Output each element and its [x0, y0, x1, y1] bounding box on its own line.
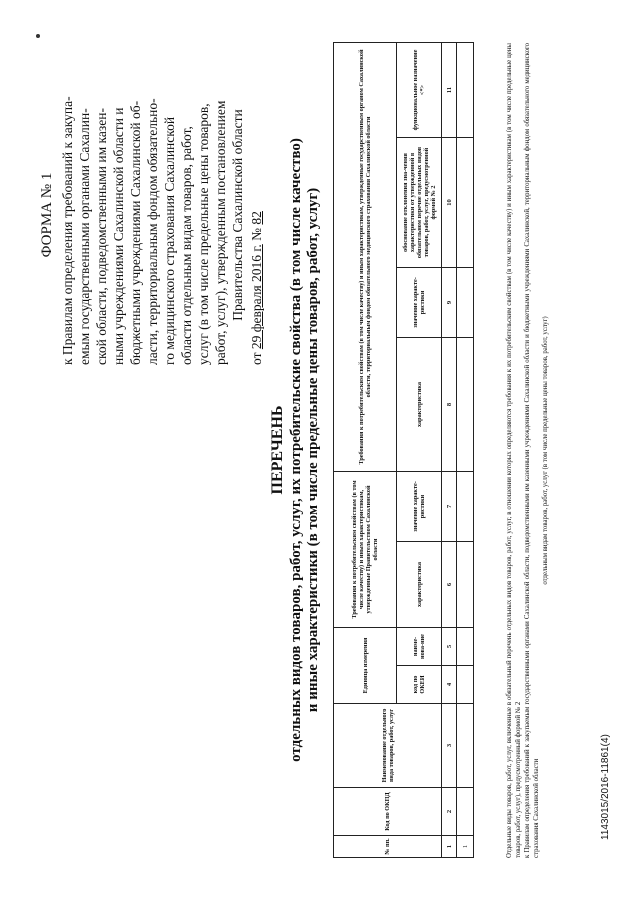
footnote	[505, 43, 550, 858]
form-line: ными учреждениями Сахалинской области и	[111, 107, 126, 365]
form-date	[248, 65, 265, 365]
header-row	[334, 42, 397, 857]
col-number: 11	[442, 42, 457, 137]
col-number: 3	[442, 704, 457, 788]
column-number-row	[442, 42, 457, 857]
sub-justify: обоснование отклонения зна-чения характеристики от утвержденной в обязательном перечне отдельных видов товаров, работ, услуг, предусмотренной формой № 2	[397, 137, 442, 267]
form-header	[39, 65, 265, 365]
header-unit: Единица измерения	[334, 628, 397, 704]
form-line: работ, услуг), утвержденным постановлением	[213, 100, 228, 365]
col-number: 2	[442, 788, 457, 836]
form-line: Правительства Сахалинской области	[230, 109, 245, 321]
table-cell	[457, 471, 474, 541]
form-line: области отдельным видам товаров, работ,	[179, 126, 194, 365]
document-title	[269, 30, 322, 870]
table-cell	[457, 337, 474, 471]
form-line: ской области, подведомственными им казен-	[94, 108, 109, 365]
col-number: 9	[442, 267, 457, 337]
col-number: 5	[442, 628, 457, 666]
form-line: го медицинского страхования Сахалинской	[162, 116, 177, 365]
form-title: ФОРМА № 1	[39, 172, 55, 258]
date-value: 29 февраля 2016 г.	[249, 244, 264, 350]
col-number: 7	[442, 471, 457, 541]
header-req-gov: Требования к потребительским свойствам (в том числе качеству) и иным характеристикам, утвержденные Правительством Сахалинской области	[334, 471, 397, 627]
sub-okei: код по ОКЕИ	[397, 666, 442, 704]
table-cell	[457, 628, 474, 666]
title-line-2: и иные характеристики (в том числе предельные цены товаров, работ, услуг)	[305, 187, 321, 713]
title-line-1: отдельных видов товаров, работ, услуг, их потребительские свойства (в том числе качество)	[288, 138, 304, 762]
table-cell	[457, 788, 474, 836]
title-heading: ПЕРЕЧЕНЬ	[269, 405, 286, 495]
header-name: Наименование отдельного вида товаров, работ, услуг	[334, 704, 442, 788]
table-cell	[457, 267, 474, 337]
form-line: бюджетными учреждениями Сахалинской об-	[128, 100, 143, 365]
col-number: 1	[442, 836, 457, 858]
form-line: емым государственными органами Сахалин-	[77, 108, 92, 365]
number-sign: №	[249, 227, 264, 241]
table-cell: 1	[457, 836, 474, 858]
date-prefix: от	[249, 352, 264, 365]
number-value: 82	[249, 211, 264, 225]
sub-val-2: значение характе-ристики	[397, 267, 442, 337]
form-line: к Правилам определения требований к закупа-	[60, 96, 75, 365]
registration-number: 1143015/2016-11861(4)	[600, 734, 611, 840]
table-cell	[457, 704, 474, 788]
table-cell	[457, 42, 474, 137]
table-cell	[457, 542, 474, 628]
requirements-table	[333, 42, 474, 858]
table-row	[457, 42, 474, 857]
sub-val-1: значение характе-ристики	[397, 471, 442, 541]
footnote-p2: к Правилам определения требований к закупаемым государственными органами Сахалинской области, подведомственными им казенными учреждениями Сахалинской области и бюджетными учреждениями Сахалинской, территориальным фондом обязательного медицинского страхования Сахалинской области	[524, 43, 540, 858]
col-number: 8	[442, 337, 457, 471]
header-num: № пп.	[334, 836, 442, 858]
form-line: услуг (в том числе предельные цены товаров,	[196, 103, 211, 365]
header-okpd: Код по ОКПД	[334, 788, 442, 836]
footnote-p1: Отдельные виды товаров, работ, услуг, включенные в обязательный перечень отдельных видов товаров, работ, услуг, в отношении которых определяются требования к их потребительским свойствам (в том числе качеству) и иным характеристикам (в том числе предельные цены товаров, работ, услуг), предусмотренный формой № 2	[506, 43, 522, 858]
sub-unit-name: наиме-нова-ние	[397, 628, 442, 666]
col-number: 6	[442, 542, 457, 628]
sub-char-2: характеристика	[397, 337, 442, 471]
sub-char-1: характеристика	[397, 542, 442, 628]
col-number: 4	[442, 666, 457, 704]
footnote-p3: отдельным видам товаров, работ, услуг (в том числе предельные цены товаров, работ, услуг)	[542, 316, 549, 585]
table-cell	[457, 137, 474, 267]
table-cell	[457, 666, 474, 704]
col-number: 10	[442, 137, 457, 267]
rotated-content	[35, 30, 615, 870]
form-lines	[59, 65, 246, 365]
form-line: ласти, территориальным фондом обязательно-	[145, 98, 160, 365]
sub-func: функциональное назначение <*>	[397, 42, 442, 137]
header-req-org: Требования к потребительским свойствам (в том числе качеству) и иным характеристикам, утвержденные государственным органом Сахалинской области, территориальным фондом обязательного медицинского страхования Сахалинской области	[334, 42, 397, 471]
